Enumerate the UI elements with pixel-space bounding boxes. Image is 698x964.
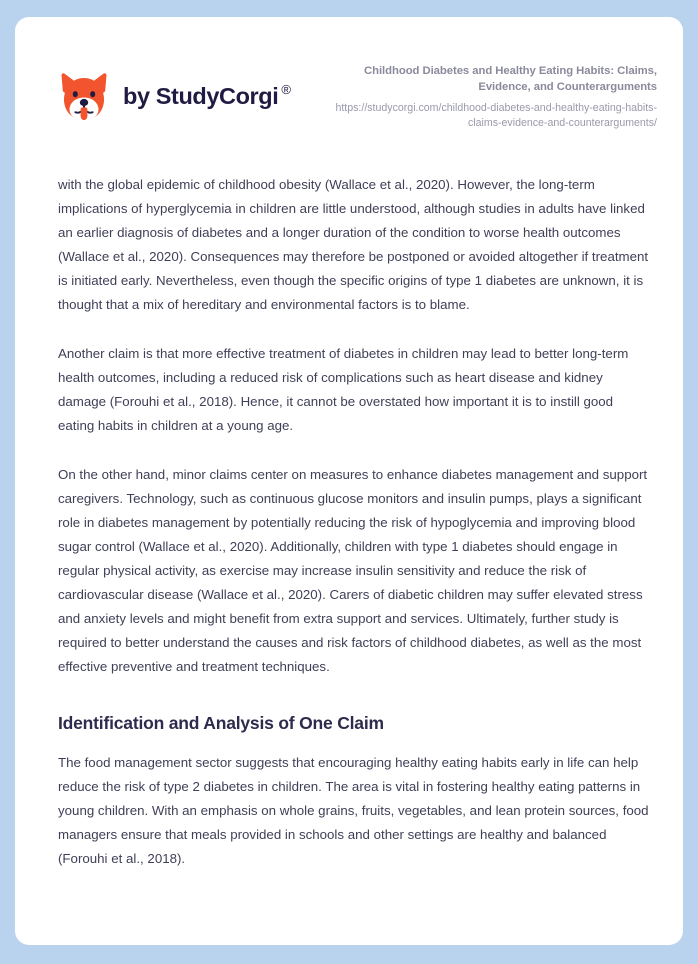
studycorgi-brand[interactable] xyxy=(58,61,291,123)
paragraph: Another claim is that more effective treatment of diabetes in children may lead to better long-term health outcomes, including a reduced risk of complications such as heart disease and kidney damage (Forouhi et al., 2018). Hence, it cannot be overstated how important it is to instill good eating habits in children at a young age. xyxy=(58,345,629,433)
paragraph: The food management sector suggests that encouraging healthy eating habits early in life can help reduce the risk of type 2 diabetes in children. The area is vital in fostering healthy eating patterns in young children. With an emphasis on whole grains, fruits, vegetables, and lean protein sources, food managers ensure that meals provided in schools and other settings are healthy and balanced (Forouhi et al., 2018). xyxy=(58,754,649,866)
corgi-logo-icon xyxy=(58,71,110,123)
section-heading: Identification and Analysis of One Claim xyxy=(58,712,384,733)
document-page-card xyxy=(15,17,683,945)
document-body xyxy=(15,173,683,871)
document-title: Childhood Diabetes and Healthy Eating Habits: Claims, Evidence, and Counterarguments xyxy=(364,65,657,94)
document-header xyxy=(15,17,683,132)
brand-name: by StudyCorgi xyxy=(123,83,279,110)
paragraph: with the global epidemic of childhood obesity (Wallace et al., 2020). However, the long-term implications of hyperglycemia in children are little understood, although studies in adults have linked an earlier diagnosis of diabetes and a longer duration of the condition to worse health outcomes (Wallace et al., 2020). Consequences may therefore be postponed or avoided altogether if treatment is initiated early. Nevertheless, even though the specific origins of type 1 diabetes are unknown, it is thought that a mix of hereditary and environmental factors is to blame. xyxy=(58,176,649,312)
paragraph: On the other hand, minor claims center on measures to enhance diabetes management and support caregivers. Technology, such as continuous glucose monitors and insulin pumps, plays a significant role in diabetes management by potentially reducing the risk of hypoglycemia and improving blood sugar control (Wallace et al., 2020). Additionally, children with type 1 diabetes should engage in regular physical activity, as exercise may increase insulin sensitivity and reduce the risk of cardiovascular disease (Wallace et al., 2020). Carers of diabetic children may suffer elevated stress and anxiety levels and might benefit from extra support and services. Ultimately, further study is required to better understand the causes and risk factors of childhood diabetes, as well as the most effective preventive and treatment techniques. xyxy=(58,466,648,674)
document-url[interactable]: https://studycorgi.com/childhood-diabetes-and-healthy-eating-habits-claims-evidence-and-counterarguments/ xyxy=(335,102,657,130)
registered-trademark-icon: ® xyxy=(281,82,291,98)
brand-wordmark xyxy=(123,82,291,110)
document-meta xyxy=(312,61,657,132)
